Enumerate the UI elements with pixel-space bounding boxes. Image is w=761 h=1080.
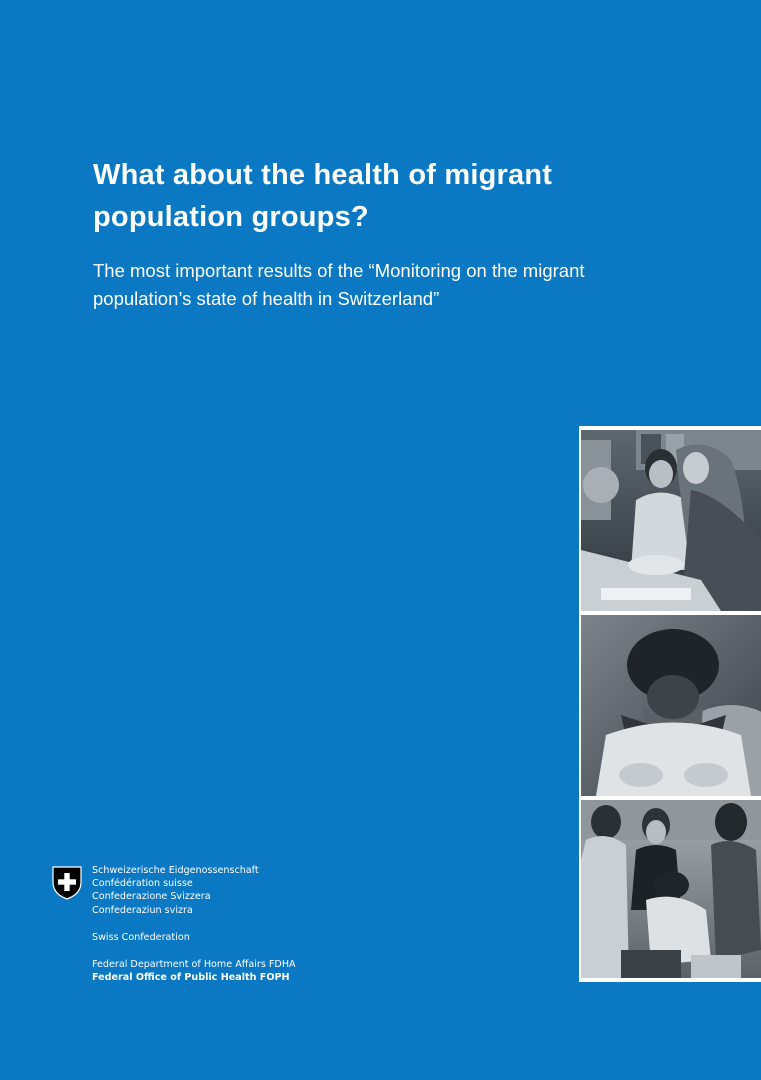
language-line-it: Confederazione Svizzera bbox=[92, 891, 211, 903]
subtitle bbox=[93, 257, 713, 313]
photo-woman-head-in-hands bbox=[581, 615, 761, 796]
language-line-rm: Confederaziun svizra bbox=[92, 904, 193, 916]
subtitle-line-1: The most important results of the “Monitoring on the migrant bbox=[93, 260, 585, 281]
title-line-2: population groups? bbox=[93, 201, 369, 233]
photo-strip bbox=[579, 426, 761, 982]
confederation-line: Swiss Confederation bbox=[92, 931, 190, 943]
language-line-de: Schweizerische Eidgenossenschaft bbox=[92, 865, 259, 876]
language-line-fr: Confédération suisse bbox=[92, 878, 193, 890]
swiss-crest-icon bbox=[52, 866, 82, 900]
publisher-text bbox=[92, 864, 296, 984]
office-line: Federal Office of Public Health FOPH bbox=[92, 972, 290, 984]
photo-group-of-young-women bbox=[581, 800, 761, 978]
title-line-1: What about the health of migrant bbox=[93, 159, 553, 191]
page-title bbox=[93, 154, 713, 238]
subtitle-line-2: population’s state of health in Switzerland” bbox=[93, 288, 440, 309]
photo-two-women-at-table bbox=[581, 430, 761, 611]
department-line: Federal Department of Home Affairs FDHA bbox=[92, 959, 296, 971]
